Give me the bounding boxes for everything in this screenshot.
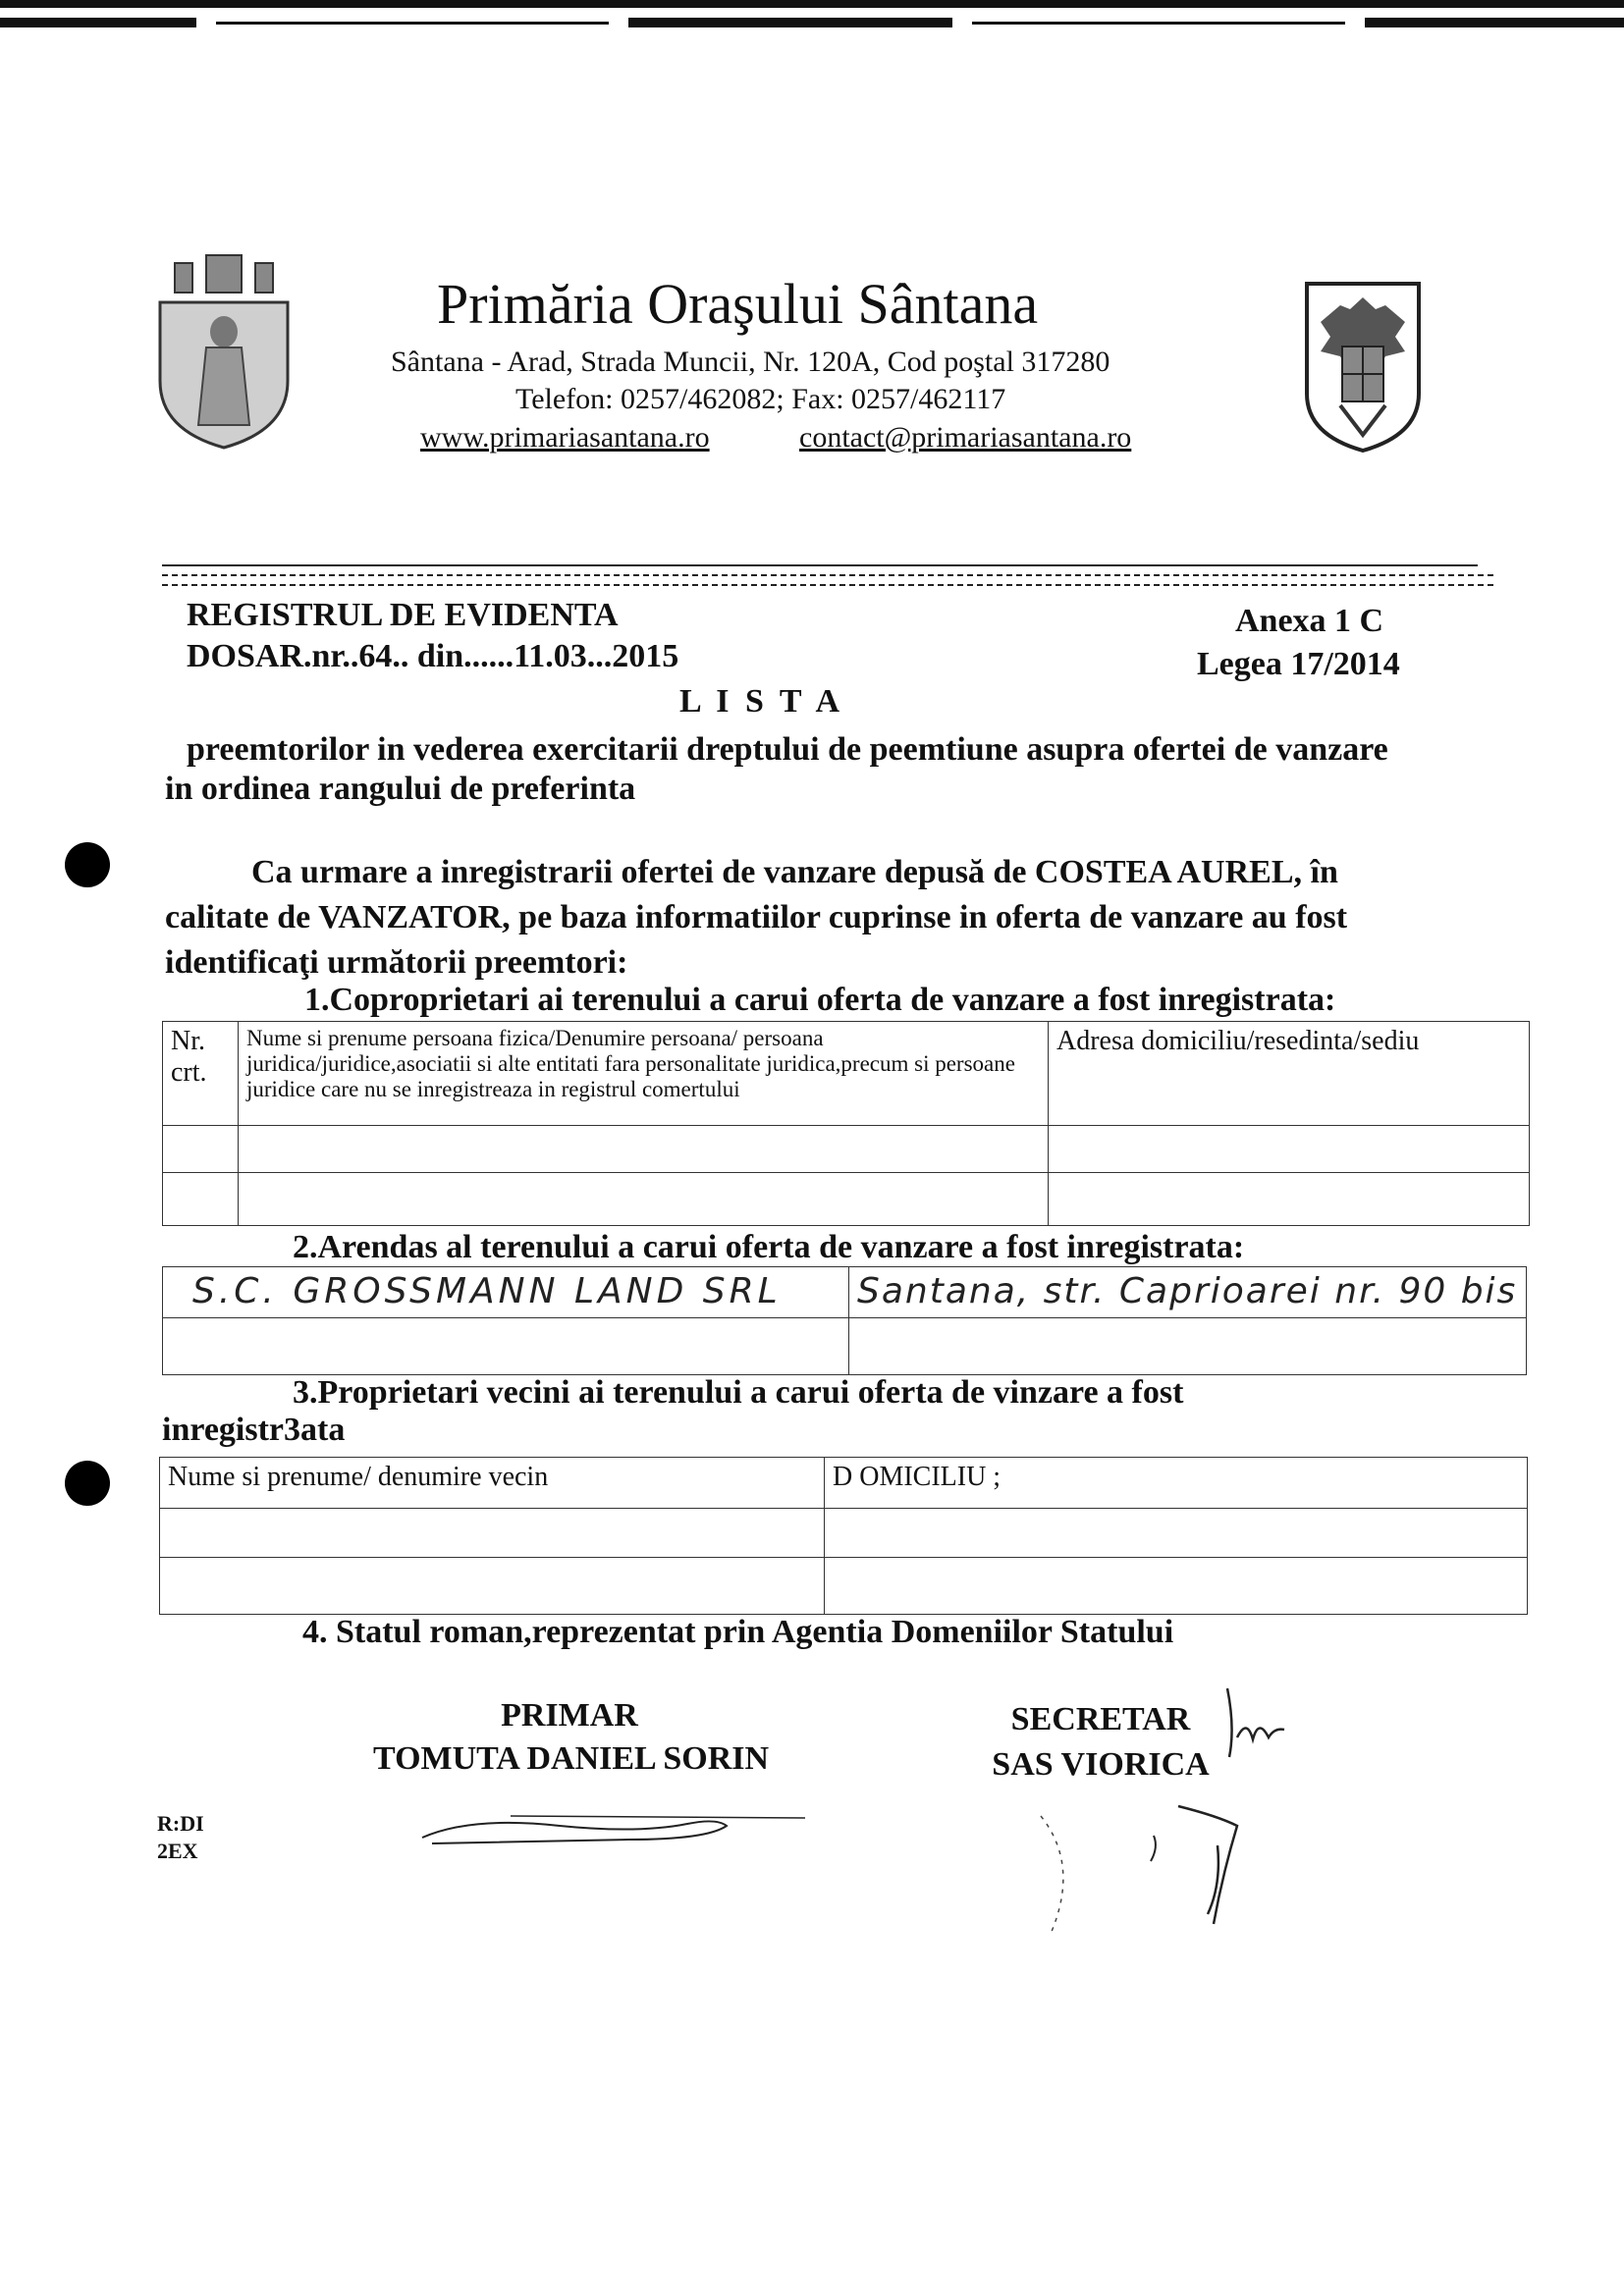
table-row — [160, 1509, 1528, 1558]
tenant-name: S.C. GROSSMANN LAND SRL — [163, 1267, 849, 1318]
table-row — [163, 1267, 1527, 1318]
secretary-role: SECRETAR — [1010, 1701, 1191, 1737]
table-row — [163, 1126, 1530, 1173]
page-title: Primăria Oraşului Sântana — [437, 272, 1039, 336]
tenant-table — [162, 1266, 1527, 1375]
section3-heading-cont: inregistr3ata — [162, 1412, 346, 1448]
col-neighbour-name-header: Nume si prenume/ denumire vecin — [160, 1458, 825, 1509]
table-row — [160, 1558, 1528, 1615]
website-link[interactable]: www.primariasantana.ro — [420, 421, 710, 454]
punch-hole-icon — [65, 842, 110, 887]
section3-heading: 3.Proprietari vecini ai terenului a carui oferta de vinzare a fost — [293, 1374, 1184, 1411]
file-number: DOSAR.nr..64.. din......11.03...2015 — [187, 638, 679, 674]
romania-coat-of-arms-icon — [1301, 278, 1425, 454]
intro-paragraph: Ca urmare a inregistrarii ofertei de vanzare depusă de COSTEA AUREL, în calitate de VANZATOR, pe baza informatiilor cuprinse in oferta de vanzare au fost identificaţi următorii preemtori: — [165, 854, 1348, 981]
secretary-name: SAS VIORICA — [992, 1746, 1210, 1783]
tenant-address: Santana, str. Caprioarei nr. 90 bis — [849, 1267, 1527, 1318]
section4-heading: 4. Statul roman,reprezentat prin Agentia Domeniilor Statului — [302, 1614, 1174, 1650]
neighbours-table — [159, 1457, 1528, 1615]
mayor-name: TOMUTA DANIEL SORIN — [373, 1740, 770, 1777]
table-row — [163, 1318, 1527, 1375]
list-subtitle: preemtorilor in vederea exercitarii dreptului de peemtiune asupra ofertei de vanzare in ordinea rangului de preferinta — [165, 731, 1388, 807]
register-title: REGISTRUL DE EVIDENTA — [187, 597, 619, 633]
section1-heading: 1.Coproprietari ai terenului a carui oferta de vanzare a fost inregistrata: — [304, 982, 1336, 1018]
mayor-signature-icon — [412, 1796, 825, 1855]
copies-code: 2EX — [157, 1839, 198, 1863]
registry-code: R:DI — [157, 1811, 204, 1836]
secretary-signature-icon — [1021, 1669, 1296, 1944]
section2-heading: 2.Arendas al terenului a carui oferta de vanzare a fost inregistrata: — [293, 1229, 1245, 1265]
separator-line — [162, 584, 1493, 586]
santana-coat-of-arms-icon — [155, 253, 293, 450]
separator-line — [162, 574, 1493, 576]
scan-border — [0, 0, 1624, 39]
municipality-phone: Telefon: 0257/462082; Fax: 0257/462117 — [515, 383, 1006, 415]
separator-line — [162, 564, 1478, 566]
punch-hole-icon — [65, 1461, 110, 1506]
annex-label: Anexa 1 C — [1235, 603, 1384, 639]
mayor-role: PRIMAR — [501, 1697, 638, 1734]
col-nr-header: Nr. crt. — [163, 1022, 239, 1126]
list-title: L I S T A — [679, 683, 844, 720]
email-link[interactable]: contact@primariasantana.ro — [799, 421, 1132, 454]
municipality-address: Sântana - Arad, Strada Muncii, Nr. 120A, Cod poştal 317280 — [391, 346, 1110, 378]
col-name-header: Nume si prenume persoana fizica/Denumire persoana/ persoana juridica/juridice,asociatii si alte entitati fara personalitate juridica,precum si persoane juridice care nu se inregistreaza in registrul comertului — [239, 1022, 1049, 1126]
coowners-table — [162, 1021, 1530, 1226]
col-address-header: Adresa domiciliu/resedinta/sediu — [1049, 1022, 1530, 1126]
col-domicile-header: D OMICILIU ; — [825, 1458, 1528, 1509]
law-reference: Legea 17/2014 — [1197, 646, 1400, 682]
table-row — [163, 1173, 1530, 1226]
